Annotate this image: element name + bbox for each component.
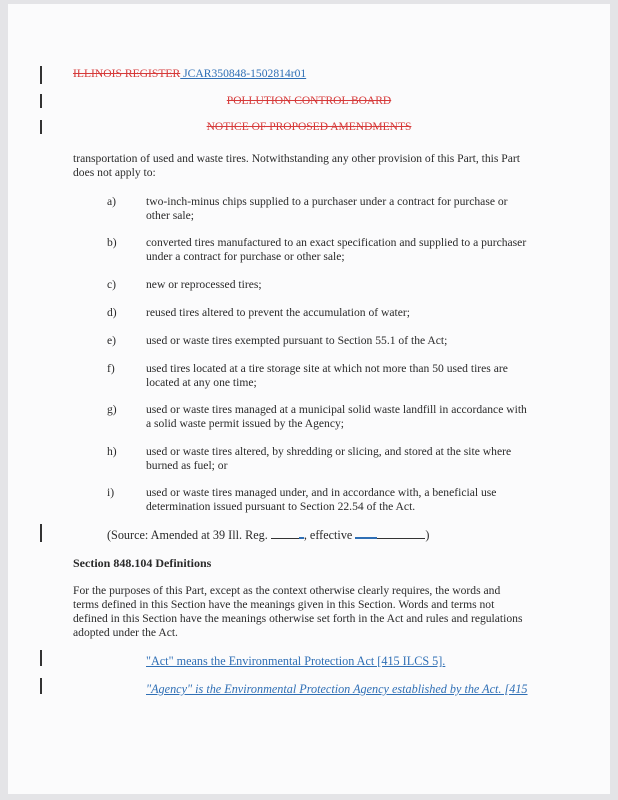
revision-bar bbox=[40, 678, 42, 694]
definition-agency: "Agency" is the Environmental Protection Agency established by the Act. [415 bbox=[146, 682, 528, 696]
item-line: reused tires altered to prevent the accumulation of water; bbox=[146, 306, 410, 319]
notice-header: NOTICE OF PROPOSED AMENDMENTS bbox=[206, 121, 412, 133]
item-label: c) bbox=[107, 278, 117, 291]
list-item bbox=[146, 306, 546, 320]
register-header bbox=[73, 67, 306, 81]
item-label: d) bbox=[107, 306, 117, 319]
para-line: adopted under the Act. bbox=[73, 626, 178, 639]
item-label: e) bbox=[107, 334, 117, 347]
revision-bar bbox=[40, 650, 42, 666]
para-line: defined in this Section have the meanings otherwise set forth in the Act and rules and regulations bbox=[73, 612, 523, 625]
item-line: used tires located at a tire storage site at which not more than 50 used tires are bbox=[146, 362, 508, 375]
para-line: For the purposes of this Part, except as the context otherwise clearly requires, the words and bbox=[73, 584, 501, 597]
effective-date-blank bbox=[377, 528, 425, 539]
list-item bbox=[146, 403, 546, 431]
item-label: h) bbox=[107, 445, 117, 458]
register-title-struck: ILLINOIS REGISTER bbox=[73, 67, 181, 80]
revision-bar bbox=[40, 524, 42, 542]
item-line: used or waste tires exempted pursuant to Section 55.1 of the Act; bbox=[146, 334, 448, 347]
intro-line: does not apply to: bbox=[73, 166, 156, 179]
intro-line: transportation of used and waste tires. Notwithstanding any other provision of this Part, this Part bbox=[73, 152, 520, 165]
section-heading: Section 848.104 Definitions bbox=[73, 556, 212, 570]
board-header: POLLUTION CONTROL BOARD bbox=[226, 95, 392, 107]
list-item bbox=[146, 195, 546, 223]
item-label: i) bbox=[107, 486, 115, 499]
item-label: g) bbox=[107, 403, 117, 416]
item-line: converted tires manufactured to an exact specification and supplied to a purchaser bbox=[146, 236, 527, 249]
source-mid: , effective bbox=[303, 528, 356, 542]
item-line: new or reprocessed tires; bbox=[146, 278, 262, 291]
revision-bar bbox=[40, 66, 42, 84]
intro-paragraph bbox=[73, 152, 553, 180]
source-note bbox=[107, 527, 429, 543]
item-line: other sale; bbox=[146, 209, 194, 222]
item-label: b) bbox=[107, 236, 117, 249]
register-page-blank bbox=[271, 528, 299, 539]
jcar-code: JCAR350848-1502814r01 bbox=[180, 67, 307, 80]
item-label: f) bbox=[107, 362, 115, 375]
item-line: burned as fuel; or bbox=[146, 459, 228, 472]
item-line: used or waste tires managed at a municipal solid waste landfill in accordance with bbox=[146, 403, 527, 416]
item-line: a solid waste permit issued by the Agency; bbox=[146, 417, 345, 430]
list-item bbox=[146, 362, 546, 390]
list-item bbox=[146, 334, 546, 348]
item-line: determination issued pursuant to Section 22.54 of the Act. bbox=[146, 500, 416, 513]
source-close: ) bbox=[425, 528, 430, 542]
definition-act: "Act" means the Environmental Protection Act [415 ILCS 5]. bbox=[146, 654, 446, 668]
item-label: a) bbox=[107, 195, 117, 208]
item-line: under a contract for purchase or other sale; bbox=[146, 250, 345, 263]
source-prefix: (Source: Amended at 39 Ill. Reg. bbox=[107, 528, 271, 542]
item-line: two-inch-minus chips supplied to a purchaser under a contract for purchase or bbox=[146, 195, 508, 208]
para-line: terms defined in this Section have the meanings given in this Section. Words and terms not bbox=[73, 598, 495, 611]
list-item bbox=[146, 236, 546, 264]
item-line: used or waste tires managed under, and in accordance with, a beneficial use bbox=[146, 486, 497, 499]
item-line: used or waste tires altered, by shredding or slicing, and stored at the site where bbox=[146, 445, 512, 458]
item-line: located at any one time; bbox=[146, 376, 257, 389]
list-item bbox=[146, 486, 546, 514]
inserted-mark bbox=[355, 527, 377, 539]
list-item bbox=[146, 445, 546, 473]
definitions-paragraph bbox=[73, 584, 563, 640]
list-item bbox=[146, 278, 546, 292]
